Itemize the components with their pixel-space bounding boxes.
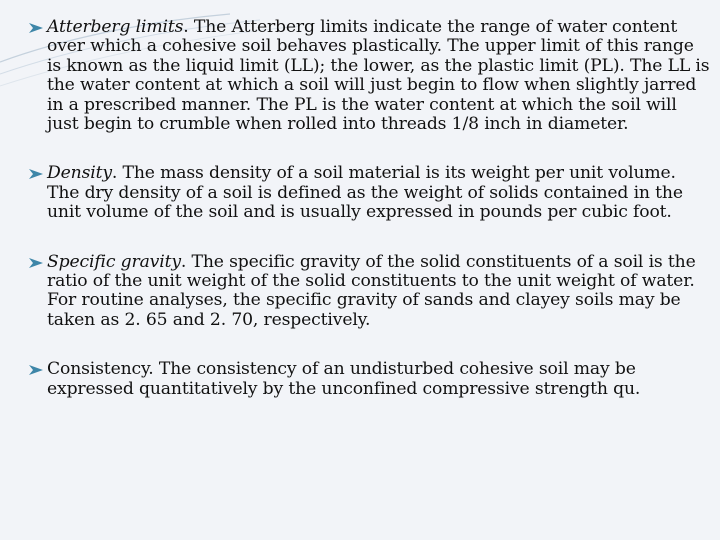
slide-content [28, 18, 712, 399]
term-label: Specific gravity [47, 251, 181, 272]
paragraph-specific-gravity [28, 253, 712, 331]
arrow-bullet-icon [28, 167, 44, 181]
paragraph-density [28, 164, 712, 222]
arrow-bullet-icon [28, 21, 44, 35]
term-label: Density [47, 163, 112, 184]
arrow-bullet-icon [28, 256, 44, 270]
paragraph-atterberg-limits [28, 18, 712, 134]
arrow-bullet-icon [28, 363, 44, 377]
paragraph-text: Consistency. The consistency of an undisturbed cohesive soil may be expressed quantitatively by the unconfined compressive strength qu. [47, 359, 641, 399]
term-label: Atterberg limits [47, 17, 184, 37]
paragraph-consistency [28, 360, 712, 399]
paragraph-text: . The Atterberg limits indicate the range of water content over which a cohesive soil behaves plastically. The upper limit of this range is known as the liquid limit (LL); the lower, as the plastic limit (PL). The LL is the water content at which a soil will just begin to flow when slightly jarred in a prescribed manner. The PL is the water content at which the soil will just begin to crumble when rolled into threads 1/8 inch in diameter. [47, 17, 710, 135]
paragraph-text: . The specific gravity of the solid constituents of a soil is the ratio of the unit weight of the solid constituents to the unit weight of water. For routine analyses, the specific gravity of sands and clayey soils may be taken as 2. 65 and 2. 70, respectively. [47, 251, 696, 330]
paragraph-text: . The mass density of a soil material is its weight per unit volume. The dry density of a soil is defined as the weight of solids contained in the unit volume of the soil and is usually expressed in pounds per cubic foot. [47, 163, 683, 223]
